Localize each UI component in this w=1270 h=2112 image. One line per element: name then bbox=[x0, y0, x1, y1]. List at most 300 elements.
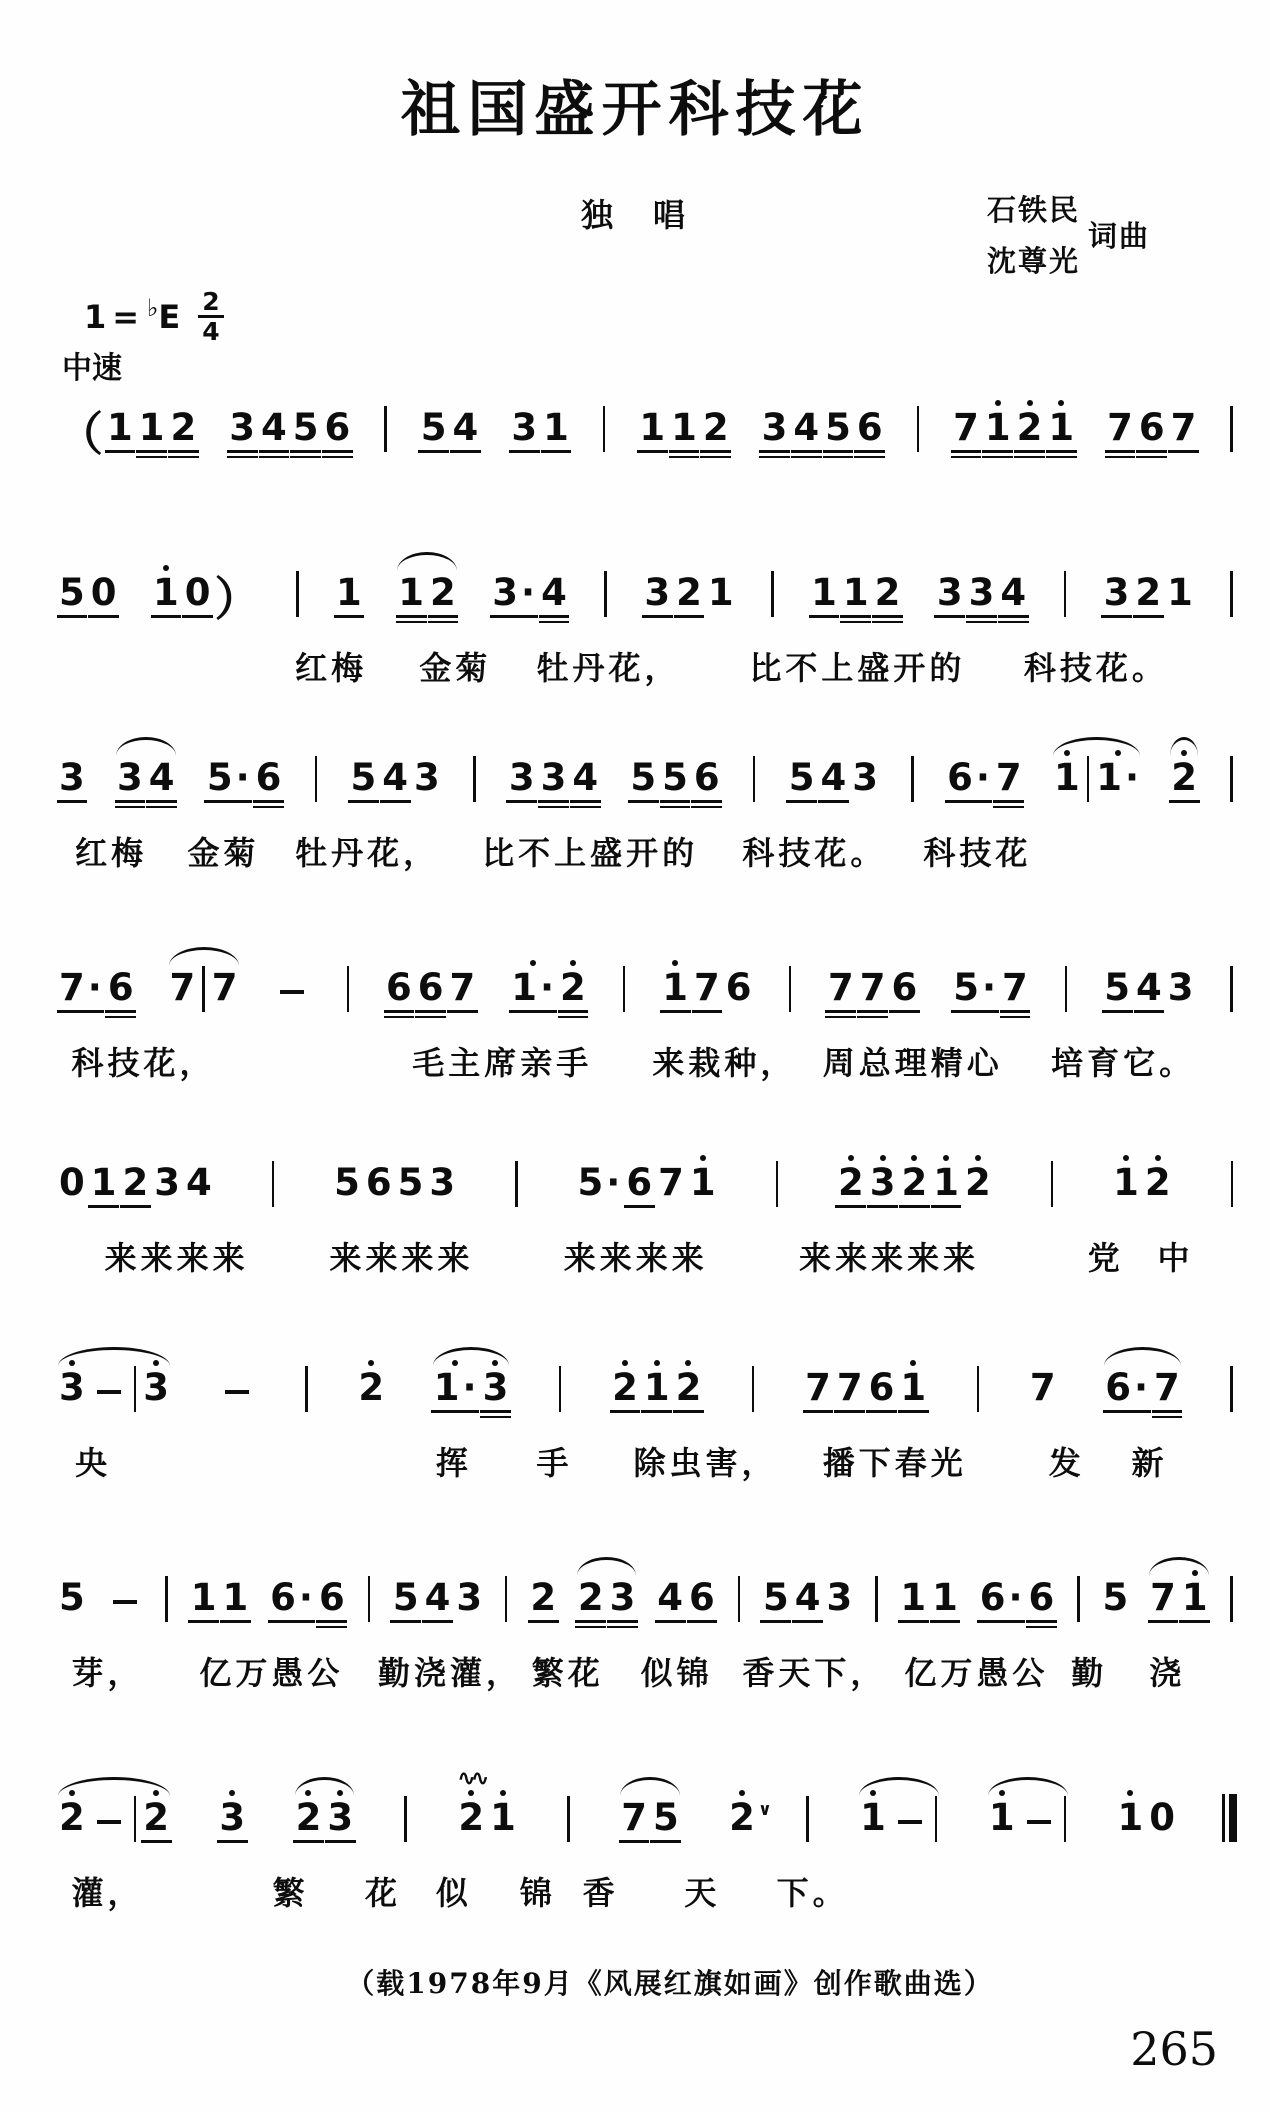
beam-underline bbox=[966, 615, 997, 618]
note-number bbox=[820, 756, 847, 799]
note-number bbox=[689, 1161, 716, 1204]
beam-underline bbox=[253, 806, 284, 809]
note-digit: 1 bbox=[222, 1576, 249, 1619]
beam-underline bbox=[541, 450, 572, 453]
underline-zone bbox=[290, 447, 321, 463]
note-digit: 1 bbox=[643, 1366, 670, 1409]
underline-zone bbox=[628, 797, 659, 813]
note bbox=[1017, 396, 1043, 463]
note-number bbox=[1053, 756, 1080, 799]
note-number bbox=[794, 1576, 821, 1619]
underline-zone bbox=[619, 1837, 650, 1853]
note bbox=[325, 396, 351, 463]
score-line bbox=[55, 1345, 1238, 1482]
beam-underline bbox=[316, 1620, 347, 1623]
note-group bbox=[55, 746, 89, 813]
underline-zone bbox=[803, 1407, 834, 1423]
note bbox=[59, 956, 102, 1023]
beam-underline bbox=[253, 800, 284, 803]
note bbox=[1029, 1566, 1055, 1633]
note-group bbox=[1103, 396, 1200, 463]
underline-zone bbox=[1165, 1007, 1196, 1023]
beam-underline bbox=[105, 450, 136, 453]
note-number bbox=[1102, 1576, 1129, 1619]
lyric: 牡丹花， bbox=[536, 649, 681, 687]
note-number bbox=[860, 1796, 886, 1839]
high-octave-dot bbox=[1123, 1155, 1129, 1161]
note-number bbox=[143, 1366, 169, 1409]
duration-dash bbox=[1027, 1820, 1051, 1825]
barline bbox=[384, 406, 387, 452]
augmentation-dot: · bbox=[521, 571, 536, 614]
note bbox=[450, 956, 476, 1023]
note-number bbox=[1002, 966, 1028, 1009]
underline-zone bbox=[986, 1837, 1017, 1853]
note bbox=[1096, 746, 1139, 813]
note-number bbox=[725, 966, 752, 1009]
underline-zone bbox=[1179, 1617, 1210, 1633]
underline-zone bbox=[488, 1837, 519, 1853]
note-group bbox=[160, 1576, 173, 1633]
note-digit: 1 bbox=[860, 1796, 886, 1839]
lyric: 比不上盛开的 bbox=[482, 834, 699, 872]
lyric: 来栽种， bbox=[652, 1044, 797, 1082]
note-number bbox=[59, 756, 85, 799]
note-group bbox=[1146, 1566, 1212, 1633]
note-digit: 3 bbox=[540, 756, 567, 799]
note-digit: 5 bbox=[652, 1796, 679, 1839]
barline bbox=[935, 1796, 938, 1842]
beam-underline bbox=[384, 1016, 415, 1019]
high-octave-dot bbox=[1027, 400, 1033, 406]
lyric: 牡丹花， bbox=[295, 834, 440, 872]
note-digit: 1 bbox=[1053, 756, 1080, 799]
note-group bbox=[55, 561, 121, 628]
note bbox=[1136, 956, 1162, 1023]
note bbox=[434, 1356, 477, 1423]
underline-zone bbox=[105, 447, 136, 463]
note-group bbox=[507, 956, 590, 1023]
note bbox=[270, 1566, 313, 1633]
note-group bbox=[215, 1390, 259, 1424]
note bbox=[644, 561, 670, 628]
lyric: 香天下， bbox=[742, 1654, 887, 1692]
lyric: 党 bbox=[1087, 1239, 1124, 1277]
note bbox=[229, 396, 255, 463]
high-octave-dot bbox=[229, 1790, 235, 1796]
barline bbox=[917, 406, 920, 452]
note-number bbox=[694, 966, 720, 1009]
underline-zone bbox=[57, 1617, 88, 1633]
note-digit: 4 bbox=[186, 1161, 212, 1204]
underline-zone bbox=[1027, 1407, 1058, 1423]
lyric: 红梅 bbox=[295, 649, 368, 687]
note bbox=[453, 396, 479, 463]
underline-zone bbox=[57, 1202, 88, 1218]
underline-zone bbox=[456, 1837, 487, 1853]
open-paren: （ bbox=[57, 407, 103, 461]
note-number bbox=[327, 1796, 354, 1839]
note-group bbox=[399, 1796, 412, 1853]
beam-underline bbox=[322, 456, 353, 459]
barline bbox=[134, 1796, 137, 1842]
underline-zone bbox=[427, 1202, 458, 1218]
beam-underline bbox=[575, 1620, 606, 1623]
note-number bbox=[336, 571, 362, 614]
note bbox=[1154, 1356, 1180, 1423]
note-number bbox=[964, 1161, 991, 1204]
note-number bbox=[148, 756, 175, 799]
note-number bbox=[261, 406, 287, 449]
barline bbox=[347, 966, 350, 1012]
note-number bbox=[827, 966, 854, 1009]
beam-underline bbox=[834, 1410, 865, 1413]
beam-underline bbox=[450, 450, 481, 453]
underline-zone bbox=[705, 612, 736, 628]
underline-zone bbox=[759, 447, 790, 463]
lyric: 来来来来 bbox=[563, 1239, 708, 1277]
underline-zone bbox=[204, 797, 252, 813]
note-number bbox=[219, 1796, 246, 1839]
note bbox=[825, 396, 851, 463]
note-number bbox=[933, 1161, 959, 1204]
underline-zone bbox=[889, 1007, 920, 1023]
underline-zone bbox=[857, 1007, 888, 1023]
underline-zone bbox=[692, 1007, 723, 1023]
beam-underline bbox=[418, 450, 449, 453]
beam-underline bbox=[945, 800, 993, 803]
note-number bbox=[868, 1366, 895, 1409]
note-digit: 6 bbox=[324, 406, 351, 449]
note-digit: 5 bbox=[953, 966, 979, 1009]
note bbox=[91, 561, 117, 628]
note-group bbox=[598, 406, 611, 463]
high-octave-dot bbox=[492, 1360, 498, 1366]
beam-underline bbox=[188, 1620, 219, 1623]
barline bbox=[315, 756, 318, 802]
note-number bbox=[676, 571, 702, 614]
note-number bbox=[452, 406, 479, 449]
note-digit: 3 bbox=[117, 756, 143, 799]
note-group bbox=[55, 956, 138, 1023]
note bbox=[418, 956, 444, 1023]
note-digit: 6 bbox=[365, 1161, 392, 1204]
underline-zone bbox=[390, 1617, 421, 1633]
beam-underline bbox=[660, 806, 691, 809]
note-group bbox=[933, 561, 1030, 628]
note-digit: 1 bbox=[662, 966, 689, 1009]
notes-row bbox=[55, 1345, 1238, 1423]
augmentation-dot: · bbox=[1008, 1576, 1023, 1619]
note-number bbox=[490, 1796, 516, 1839]
note-digit: 4 bbox=[424, 1576, 451, 1619]
note-number bbox=[206, 756, 250, 799]
note bbox=[541, 746, 567, 813]
underline-zone bbox=[786, 797, 817, 813]
beam-underline bbox=[1152, 1410, 1183, 1413]
note-digit: 6 bbox=[725, 966, 752, 1009]
duration-dash bbox=[97, 1390, 121, 1395]
beam-underline bbox=[1136, 456, 1167, 459]
barline bbox=[911, 756, 914, 802]
beam-underline bbox=[791, 450, 822, 453]
note-digit: 4 bbox=[794, 1576, 821, 1619]
note-digit: 6 bbox=[386, 966, 412, 1009]
note-digit: 2 bbox=[612, 1366, 638, 1409]
note-digit: 6 bbox=[255, 756, 282, 799]
underline-zone bbox=[506, 797, 537, 813]
note-digit: 1 bbox=[707, 571, 734, 614]
beam-underline bbox=[803, 1410, 834, 1413]
underline-zone bbox=[209, 1007, 240, 1023]
lyric: 来来来来 bbox=[329, 1239, 474, 1277]
note bbox=[662, 956, 688, 1023]
note bbox=[937, 561, 963, 628]
note bbox=[996, 746, 1022, 813]
note-number bbox=[511, 406, 538, 449]
beam-underline bbox=[105, 1016, 136, 1019]
barline bbox=[567, 1796, 570, 1842]
note-number bbox=[169, 966, 196, 1009]
duration-dash bbox=[225, 1390, 249, 1395]
note bbox=[191, 1566, 217, 1633]
underline-zone bbox=[637, 447, 668, 463]
note-number bbox=[891, 966, 918, 1009]
note bbox=[953, 956, 996, 1023]
note-digit: 2 bbox=[1016, 406, 1043, 449]
beam-underline bbox=[899, 1205, 930, 1208]
underline-zone bbox=[1115, 1837, 1146, 1853]
note bbox=[1030, 1356, 1056, 1423]
underline-zone bbox=[541, 447, 572, 463]
beam-underline bbox=[854, 456, 885, 459]
high-octave-dot bbox=[654, 1360, 660, 1366]
augmentation-dot: · bbox=[1133, 1366, 1148, 1409]
duration-dash bbox=[97, 1820, 121, 1825]
underline-zone bbox=[962, 1202, 993, 1218]
note bbox=[572, 746, 598, 813]
note bbox=[511, 956, 554, 1023]
beam-underline bbox=[57, 1010, 105, 1013]
underline-zone bbox=[259, 447, 290, 463]
lyric: 红梅 bbox=[75, 834, 148, 872]
note-number bbox=[382, 756, 408, 799]
note bbox=[256, 746, 282, 813]
note-digit: 6 bbox=[318, 1576, 345, 1619]
underline-zone bbox=[509, 447, 540, 463]
high-octave-dot bbox=[739, 1790, 745, 1796]
beam-underline bbox=[791, 456, 822, 459]
lyric: 科技花， bbox=[71, 1044, 216, 1082]
lyric: 似 bbox=[435, 1874, 472, 1912]
note-number bbox=[1000, 571, 1027, 614]
lyric: 央 bbox=[75, 1444, 112, 1482]
note-digit: 2 bbox=[1144, 1161, 1171, 1204]
duration-dash bbox=[898, 1820, 922, 1825]
note bbox=[170, 956, 196, 1023]
beam-underline bbox=[857, 1010, 888, 1013]
barline bbox=[202, 966, 205, 1012]
note-number bbox=[842, 571, 869, 614]
beam-underline bbox=[1105, 456, 1136, 459]
note-digit: 1 bbox=[1048, 406, 1075, 449]
note bbox=[1171, 746, 1197, 813]
note-number bbox=[869, 1161, 896, 1204]
note-digit: 2 bbox=[530, 1576, 557, 1619]
note bbox=[336, 561, 362, 628]
note-number bbox=[901, 1161, 928, 1204]
note-number bbox=[458, 1796, 485, 1839]
underline-zone bbox=[898, 1617, 929, 1633]
note bbox=[456, 1566, 482, 1633]
note-number bbox=[762, 1576, 789, 1619]
underline-zone bbox=[1136, 447, 1167, 463]
note-number bbox=[59, 966, 102, 1009]
high-octave-dot bbox=[975, 1155, 981, 1161]
note-number bbox=[1107, 406, 1133, 449]
beam-underline bbox=[480, 1410, 511, 1413]
augmentation-dot: · bbox=[539, 966, 555, 1009]
note-number bbox=[675, 1366, 702, 1409]
note-digit: 7 bbox=[859, 966, 886, 1009]
beam-underline bbox=[854, 450, 885, 453]
duration-dash bbox=[113, 1600, 137, 1605]
lyrics-row bbox=[55, 1438, 1238, 1482]
note-number bbox=[1167, 966, 1194, 1009]
note-number bbox=[1048, 406, 1075, 449]
note bbox=[875, 561, 901, 628]
note-digit: 1 bbox=[153, 571, 179, 614]
note-number bbox=[630, 756, 657, 799]
note-digit: 1 bbox=[1181, 1576, 1208, 1619]
underline-zone bbox=[115, 797, 146, 813]
beam-underline bbox=[428, 615, 459, 618]
note bbox=[511, 396, 537, 463]
beam-underline bbox=[396, 621, 427, 624]
note-digit: 5 bbox=[292, 406, 319, 449]
credits bbox=[987, 188, 1150, 280]
note-number bbox=[90, 1161, 117, 1204]
beam-underline bbox=[993, 806, 1024, 809]
barline bbox=[776, 1161, 779, 1207]
barline bbox=[752, 1366, 755, 1412]
note-digit: 6 bbox=[417, 966, 444, 1009]
note-digit: 3 bbox=[229, 406, 256, 449]
note-number bbox=[543, 406, 569, 449]
note bbox=[560, 956, 586, 1023]
note-digit: 7 bbox=[621, 1796, 647, 1839]
note bbox=[703, 396, 729, 463]
note-digit: 7 bbox=[836, 1366, 863, 1409]
note bbox=[1171, 396, 1197, 463]
underline-zone bbox=[538, 797, 569, 813]
note-digit: 1 bbox=[933, 1161, 959, 1204]
beam-underline bbox=[669, 450, 700, 453]
lyrics-row bbox=[55, 1038, 1238, 1082]
note-number bbox=[153, 571, 179, 614]
note-digit: 1 bbox=[1167, 571, 1193, 614]
flat-icon: ♭ bbox=[147, 293, 159, 322]
note bbox=[1150, 1566, 1176, 1633]
beam-underline bbox=[1014, 456, 1045, 459]
note-number bbox=[947, 756, 990, 799]
high-octave-dot bbox=[1058, 400, 1064, 406]
underline-zone bbox=[363, 1202, 394, 1218]
note-group bbox=[1109, 1151, 1175, 1218]
beam-underline bbox=[823, 456, 854, 459]
high-octave-dot bbox=[69, 1790, 75, 1796]
note-group bbox=[291, 571, 304, 628]
note bbox=[965, 1151, 991, 1218]
mordent-icon: ∿∿ bbox=[457, 1765, 485, 1790]
note-digit: 1 bbox=[689, 1161, 716, 1204]
beam-underline bbox=[642, 615, 673, 618]
beam-underline bbox=[872, 621, 903, 624]
beam-underline bbox=[390, 1620, 421, 1623]
underline-zone bbox=[1014, 447, 1045, 463]
note-digit: 6 bbox=[1138, 406, 1165, 449]
note-digit: 1 bbox=[107, 406, 133, 449]
note-digit: 4 bbox=[1000, 571, 1027, 614]
lyric: 繁花 bbox=[531, 1654, 604, 1692]
note-digit: 3 bbox=[429, 1161, 456, 1204]
note-digit: 5 bbox=[392, 1576, 419, 1619]
underline-zone bbox=[141, 1837, 172, 1853]
underline-zone bbox=[931, 1202, 962, 1218]
underline-zone bbox=[539, 612, 570, 628]
note-number bbox=[154, 1161, 180, 1204]
beam-underline bbox=[951, 456, 982, 459]
beam-underline bbox=[88, 615, 119, 618]
beam-underline bbox=[136, 450, 167, 453]
note-group bbox=[1026, 1356, 1060, 1423]
score-line bbox=[55, 1140, 1238, 1277]
underline-zone bbox=[415, 1007, 446, 1023]
lyric: 科技花。 bbox=[1023, 649, 1168, 687]
note bbox=[1000, 561, 1026, 628]
note-digit: 1 bbox=[1096, 756, 1122, 799]
note bbox=[1168, 956, 1194, 1023]
note-group bbox=[292, 1786, 358, 1853]
note-digit: 4 bbox=[793, 406, 820, 449]
barline bbox=[165, 1576, 168, 1622]
note-digit: 6 bbox=[947, 756, 973, 799]
note-digit: 6 bbox=[868, 1366, 895, 1409]
note-number bbox=[793, 406, 820, 449]
note-number bbox=[1113, 1161, 1139, 1204]
high-octave-dot bbox=[153, 1360, 159, 1366]
note-group bbox=[55, 1151, 216, 1218]
note-digit: 1 bbox=[490, 1796, 516, 1839]
note-digit: 1 bbox=[398, 571, 424, 614]
underline-zone bbox=[57, 797, 88, 813]
beam-underline bbox=[840, 615, 871, 618]
beam-underline bbox=[1046, 450, 1077, 453]
note bbox=[989, 1786, 1015, 1853]
beam-underline bbox=[570, 806, 601, 809]
note bbox=[154, 1151, 180, 1218]
note-group bbox=[187, 1566, 253, 1633]
underline-zone bbox=[168, 447, 199, 463]
underline-zone bbox=[655, 1617, 686, 1633]
note bbox=[694, 956, 720, 1023]
subtitle: 独 唱 bbox=[580, 196, 689, 234]
beam-underline bbox=[57, 615, 88, 618]
underline-zone bbox=[1134, 1007, 1165, 1023]
beam-underline bbox=[660, 1010, 691, 1013]
underline-zone bbox=[57, 1007, 105, 1023]
note bbox=[852, 746, 878, 813]
